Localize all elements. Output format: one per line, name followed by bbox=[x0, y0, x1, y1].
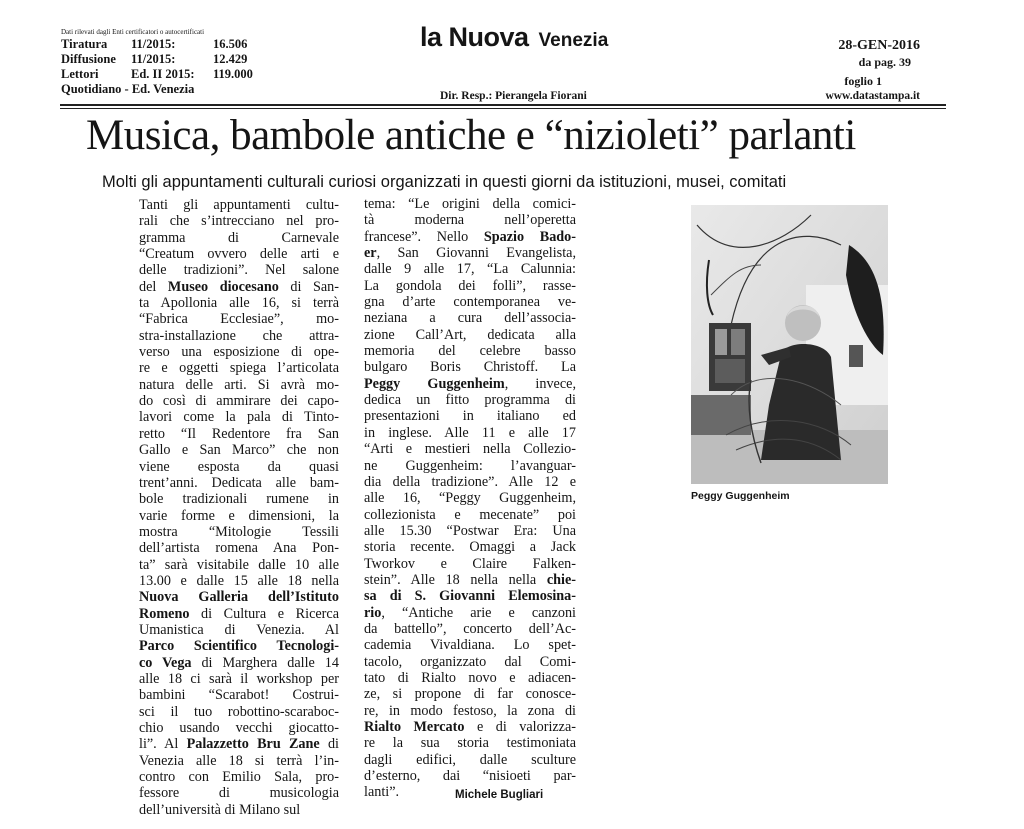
text-run: contro con Emilio Sala, pro- bbox=[139, 769, 339, 786]
text-run: do così di ammirare dei capo- bbox=[139, 393, 339, 410]
text-run: natura delle arti. Si avrà mo- bbox=[139, 376, 339, 393]
bold-run: rio bbox=[364, 604, 382, 621]
sheet-number: foglio 1 bbox=[844, 74, 882, 88]
text-line bbox=[364, 507, 576, 523]
date-block bbox=[760, 37, 920, 104]
text-line bbox=[364, 752, 576, 768]
circulation-label: Lettori bbox=[61, 67, 99, 81]
text-run: neziana a cura dell’associa- bbox=[364, 310, 576, 327]
text-line bbox=[364, 278, 576, 294]
text-line bbox=[364, 490, 576, 506]
text-run: dedica un fitto programma di bbox=[364, 392, 576, 409]
text-run: tato di Rialto novo e adiacen- bbox=[364, 669, 576, 686]
text-run: alle 18 ci sarà il workshop per bbox=[139, 670, 339, 687]
text-run: , “Antiche arie e canzoni bbox=[381, 604, 576, 621]
text-line bbox=[139, 785, 339, 801]
text-run: retto “Il Redentore fra San bbox=[139, 425, 339, 442]
text-line bbox=[139, 360, 339, 376]
text-run: da battello”, concerto dell’Ac- bbox=[364, 620, 576, 637]
text-line bbox=[364, 588, 576, 604]
text-line bbox=[139, 622, 339, 638]
text-run: memoria del celebre basso bbox=[364, 343, 576, 360]
page-reference: da pag. 39 bbox=[858, 55, 911, 69]
text-line bbox=[139, 475, 339, 491]
text-line bbox=[364, 474, 576, 490]
text-run: ta” sarà visitabile dalle 10 alle bbox=[139, 556, 339, 573]
circulation-period: Ed. II 2015: bbox=[131, 67, 195, 81]
bold-run: Spazio Bado- bbox=[483, 228, 576, 245]
text-line bbox=[139, 573, 339, 589]
text-line bbox=[139, 459, 339, 475]
text-run: , invece, bbox=[504, 375, 576, 392]
text-line bbox=[139, 671, 339, 687]
text-line bbox=[364, 212, 576, 228]
text-line bbox=[139, 540, 339, 556]
text-line bbox=[139, 246, 339, 262]
paper-name: la Nuova bbox=[420, 22, 529, 52]
bold-run: Parco Scientifico Tecnologi- bbox=[139, 638, 339, 655]
text-run: Venezia alle 18 si terrà l’in- bbox=[139, 752, 339, 769]
text-run: varie forme e dimensioni, la bbox=[139, 507, 339, 524]
text-line bbox=[139, 377, 339, 393]
text-line bbox=[139, 328, 339, 344]
text-line bbox=[139, 687, 339, 703]
text-line bbox=[364, 392, 576, 408]
text-line bbox=[364, 605, 576, 621]
text-line bbox=[139, 704, 339, 720]
text-line bbox=[364, 686, 576, 702]
text-line bbox=[364, 425, 576, 441]
text-line bbox=[364, 245, 576, 261]
article-headline: Musica, bambole antiche e “nizioleti” parlanti bbox=[86, 112, 856, 159]
text-line bbox=[139, 230, 339, 246]
article-subtitle: Molti gli appuntamenti culturali curiosi organizzati in questi giorni da istituzioni, musei, comitati bbox=[102, 173, 787, 191]
text-run: gna d’arte contemporanea ve- bbox=[364, 294, 576, 311]
text-line bbox=[139, 311, 339, 327]
masthead-rule-thin bbox=[60, 108, 946, 109]
text-line bbox=[139, 736, 339, 752]
website: www.datastampa.it bbox=[825, 90, 920, 102]
circulation-block bbox=[61, 28, 311, 97]
text-run: “Fabrica Ecclesiae”, mo- bbox=[139, 311, 339, 328]
text-line bbox=[364, 376, 576, 392]
bold-run: sa di S. Giovanni Elemosina- bbox=[364, 588, 576, 605]
circulation-value: 16.506 bbox=[213, 37, 248, 51]
text-line bbox=[364, 343, 576, 359]
text-run: delle tradizioni”. Nel salone bbox=[139, 262, 339, 279]
text-line bbox=[139, 606, 339, 622]
text-line bbox=[139, 638, 339, 654]
bold-run: Romeno bbox=[139, 605, 190, 622]
bold-run: Peggy Guggenheim bbox=[364, 375, 505, 392]
text-line bbox=[139, 197, 339, 213]
text-run: Tanti gli appuntamenti cultu- bbox=[139, 197, 339, 213]
text-run: ta Apollonia alle 16, si terrà bbox=[139, 295, 339, 312]
text-line bbox=[139, 426, 339, 442]
text-run: e di valorizza- bbox=[464, 719, 577, 735]
circulation-value: 119.000 bbox=[213, 67, 253, 81]
text-line bbox=[139, 557, 339, 573]
text-line bbox=[139, 279, 339, 295]
text-run: ne Guggenheim: l’avanguar- bbox=[364, 457, 576, 474]
text-run: rali che s’intrecciano nel pro- bbox=[139, 213, 339, 230]
bold-run: Palazzetto Bru Zane bbox=[186, 736, 320, 753]
text-run: tacolo, organizzato dal Comi- bbox=[364, 653, 576, 670]
text-line bbox=[364, 654, 576, 670]
text-run: dalle 9 alle 17, “La Calunnia: bbox=[364, 261, 576, 278]
text-run: stein”. Alle 18 nella nella bbox=[364, 571, 547, 588]
text-line bbox=[139, 720, 339, 736]
bold-run: er bbox=[364, 245, 377, 262]
text-run: di Marghera dalle 14 bbox=[191, 654, 339, 671]
text-run: chio usando vecchi giocatto- bbox=[139, 720, 339, 736]
text-run: li”. Al bbox=[139, 736, 187, 753]
text-run: in inglese. Alle 11 e alle 17 bbox=[364, 424, 576, 441]
text-line bbox=[364, 359, 576, 375]
text-run: La gondola dei folli”, rasse- bbox=[364, 277, 576, 294]
bold-run: chie- bbox=[546, 571, 576, 588]
text-run: lavori come la pala di Tinto- bbox=[139, 409, 339, 426]
text-line bbox=[139, 802, 339, 818]
text-line bbox=[364, 441, 576, 457]
text-run: presentazioni in italiano ed bbox=[364, 408, 576, 425]
text-run: di San- bbox=[278, 278, 340, 295]
text-run: tà moderna nell’operetta bbox=[364, 212, 576, 229]
photo-peggy-guggenheim-with-sculpture bbox=[691, 205, 888, 484]
text-line bbox=[364, 408, 576, 424]
text-run: mostra “Mitologie Tessili bbox=[139, 523, 339, 540]
director-line: Dir. Resp.: Pierangela Fiorani bbox=[440, 90, 587, 102]
text-line bbox=[364, 539, 576, 555]
text-run: , San Giovanni Evangelista, bbox=[376, 245, 576, 262]
circulation-stats bbox=[61, 37, 311, 82]
text-line bbox=[364, 196, 576, 212]
photo-caption: Peggy Guggenheim bbox=[691, 490, 790, 502]
text-run: alle 16, “Peggy Guggenheim, bbox=[364, 490, 576, 507]
text-line bbox=[364, 572, 576, 588]
text-run: di bbox=[319, 736, 339, 753]
text-run: lanti”. bbox=[364, 784, 400, 801]
text-run: bulgaro Boris Christoff. La bbox=[364, 359, 576, 376]
text-line bbox=[139, 442, 339, 458]
bold-run: co Vega bbox=[139, 654, 192, 671]
text-line bbox=[364, 719, 576, 735]
circulation-row bbox=[61, 52, 311, 67]
masthead-rule bbox=[60, 104, 946, 106]
text-line bbox=[139, 655, 339, 671]
circulation-value: 12.429 bbox=[213, 52, 248, 66]
text-line bbox=[139, 589, 339, 605]
text-line bbox=[364, 556, 576, 572]
source-note: Dati rilevati dagli Enti certificatori o autocertificati bbox=[61, 28, 205, 36]
text-run: storia recente. Omaggi a Jack bbox=[364, 539, 576, 556]
text-run: viene esposta da quasi bbox=[139, 458, 339, 475]
text-run: trent’anni. Dedicata alle bam- bbox=[139, 474, 339, 491]
text-line bbox=[364, 703, 576, 719]
text-run: tema: “Le origini della comici- bbox=[364, 196, 576, 212]
paper-city: Venezia bbox=[538, 30, 609, 51]
article-byline: Michele Bugliari bbox=[455, 789, 544, 801]
edition-label: Quotidiano - Ed. Venezia bbox=[61, 82, 195, 96]
text-line bbox=[364, 458, 576, 474]
text-run: bambini “Scarabot! Costrui- bbox=[139, 687, 339, 704]
text-run: Umanistica di Venezia. Al bbox=[139, 621, 339, 638]
text-line bbox=[139, 769, 339, 785]
article-column-2 bbox=[364, 196, 576, 801]
text-run: gramma di Carnevale bbox=[139, 229, 339, 246]
text-line bbox=[364, 637, 576, 653]
text-run: bole tradizionali rumene in bbox=[139, 491, 339, 508]
text-run: zione Call’Art, dedicata alla bbox=[364, 326, 576, 343]
text-line bbox=[139, 393, 339, 409]
text-run: “Arti e mestieri nella Collezio- bbox=[364, 441, 576, 458]
text-run: del bbox=[139, 278, 168, 295]
text-run: dell’artista romena Ana Pon- bbox=[139, 540, 339, 557]
text-line bbox=[364, 327, 576, 343]
circulation-row bbox=[61, 37, 311, 52]
text-run: “Creatum ovvero delle arti e bbox=[139, 246, 339, 263]
text-line bbox=[364, 310, 576, 326]
article-photo bbox=[691, 205, 888, 484]
text-line bbox=[364, 670, 576, 686]
text-run: francese”. Nello bbox=[364, 228, 484, 245]
text-run: fessore di musicologia bbox=[139, 785, 339, 802]
text-run: cademia Vivaldiana. Lo spet- bbox=[364, 637, 576, 654]
text-line bbox=[364, 768, 576, 784]
text-run: di Cultura e Ricerca bbox=[189, 605, 339, 622]
text-run: ze, si propone di far conosce- bbox=[364, 686, 576, 703]
text-line bbox=[364, 735, 576, 751]
text-run: verso una esposizione di ope- bbox=[139, 344, 339, 361]
text-line bbox=[364, 229, 576, 245]
circulation-period: 11/2015: bbox=[131, 52, 176, 66]
circulation-period: 11/2015: bbox=[131, 37, 176, 51]
text-run: dell’università di Milano sul bbox=[139, 801, 301, 818]
text-line bbox=[139, 409, 339, 425]
text-run: Tworkov e Claire Falken- bbox=[364, 555, 576, 572]
text-run: collezionista e mecenate” poi bbox=[364, 506, 576, 523]
text-line bbox=[364, 294, 576, 310]
text-line bbox=[139, 508, 339, 524]
issue-date: 28-GEN-2016 bbox=[838, 38, 920, 53]
text-line bbox=[139, 524, 339, 540]
newspaper-logo bbox=[420, 22, 608, 53]
circulation-label: Tiratura bbox=[61, 37, 108, 51]
text-run: dia della tradizione”. Alle 12 e bbox=[364, 473, 576, 490]
text-line bbox=[139, 344, 339, 360]
text-run: re la sua storia testimoniata bbox=[364, 735, 576, 752]
text-line bbox=[364, 261, 576, 277]
article-column-1 bbox=[139, 197, 339, 818]
text-run: 13.00 e dalle 15 alle 18 nella bbox=[139, 572, 339, 589]
bold-run: Rialto Mercato bbox=[364, 719, 465, 735]
text-run: re, in modo festoso, la zona di bbox=[364, 702, 576, 719]
text-run: d’esterno, dai “nisioeti par- bbox=[364, 768, 576, 785]
text-run: re e oggetti spiega l’articolata bbox=[139, 360, 339, 377]
text-line bbox=[139, 262, 339, 278]
text-line bbox=[364, 523, 576, 539]
text-run: sci il tuo robottino-scaraboc- bbox=[139, 703, 339, 720]
text-line bbox=[139, 213, 339, 229]
text-run: alle 15.30 “Postwar Era: Una bbox=[364, 522, 576, 539]
bold-run: Nuova Galleria dell’Istituto bbox=[139, 589, 339, 606]
text-line bbox=[364, 621, 576, 637]
circulation-label: Diffusione bbox=[61, 52, 116, 66]
text-line bbox=[139, 491, 339, 507]
bold-run: Museo diocesano bbox=[167, 278, 279, 295]
text-line bbox=[139, 295, 339, 311]
text-run: dagli edifici, dalle sculture bbox=[364, 751, 576, 768]
text-run: Gallo e San Marco” che non bbox=[139, 442, 339, 459]
circulation-row bbox=[61, 67, 311, 82]
text-line bbox=[139, 753, 339, 769]
text-run: stra-installazione che attra- bbox=[139, 327, 339, 344]
